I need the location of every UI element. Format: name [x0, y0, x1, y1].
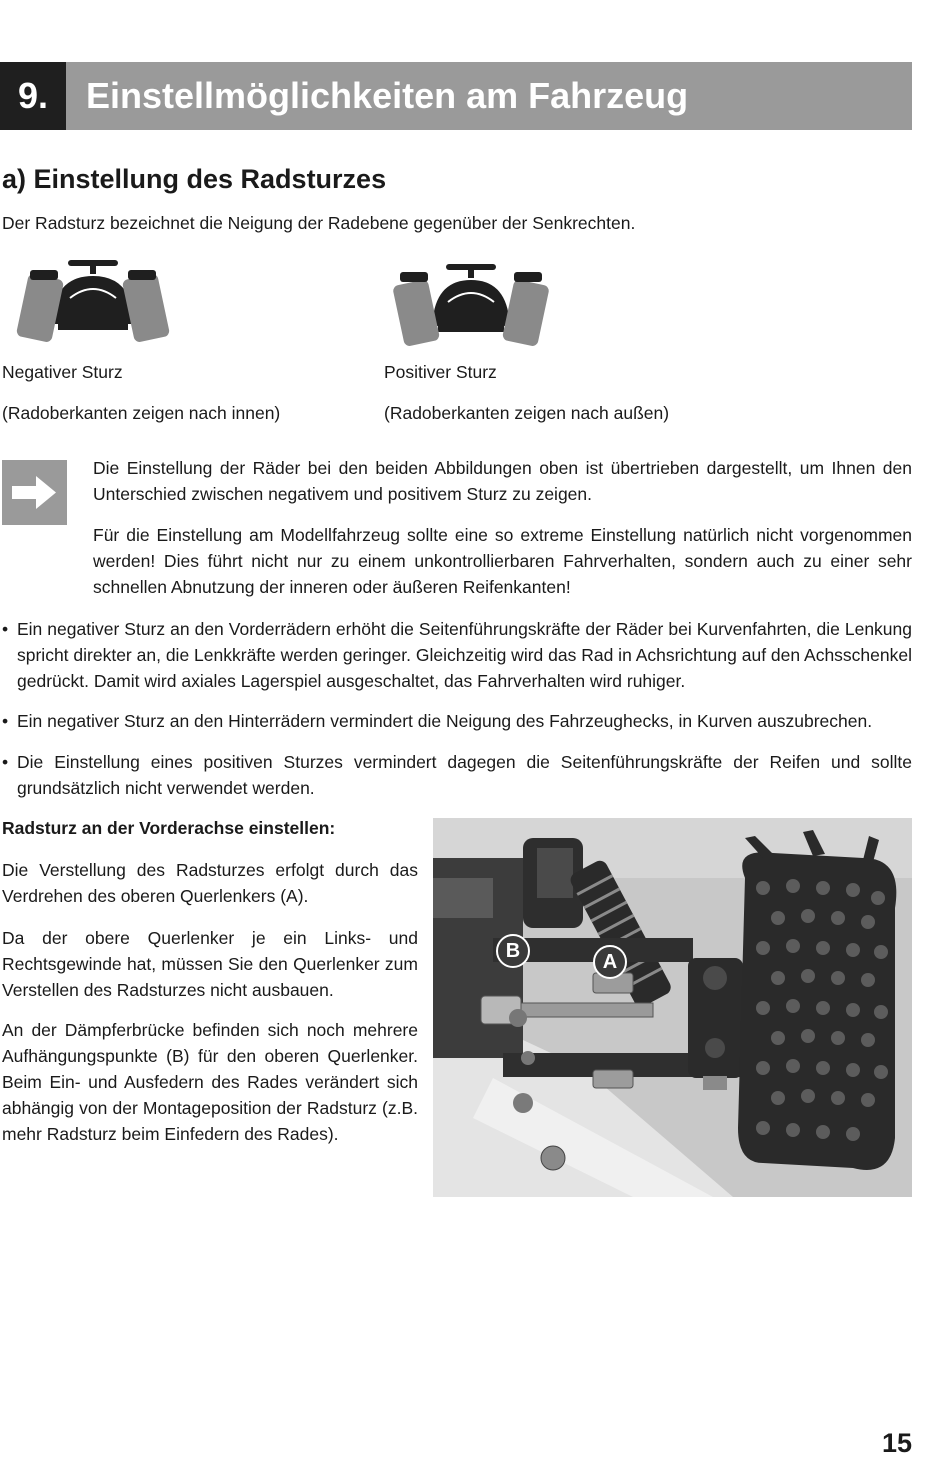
front-axle-paragraph-1: Die Verstellung des Radsturzes erfolgt durch das Verdrehen des oberen Querlenkers (A). [2, 860, 418, 906]
negative-camber-desc: (Radoberkanten zeigen nach innen) [2, 403, 281, 423]
negative-camber-label: Negativer Sturz [2, 362, 123, 382]
bullet-marker: • [2, 711, 9, 731]
positive-camber-desc: (Radoberkanten zeigen nach außen) [384, 403, 670, 423]
section-intro: Der Radsturz bezeichnet die Neigung der Radebene gegenüber der Senkrechten. [2, 213, 636, 233]
note-paragraph-1: Die Einstellung der Räder bei den beiden Abbildungen oben ist übertrieben dargestellt, um Ihnen den Unterschied zwischen negativem und positivem Sturz zu zeigen. [93, 458, 912, 504]
front-axle-heading: Radsturz an der Vorderachse einstellen: [2, 818, 336, 838]
bullet-marker: • [2, 752, 9, 772]
marker-a: A [593, 945, 627, 979]
list-item [2, 708, 912, 734]
list-item [2, 616, 912, 694]
list-item [2, 749, 912, 801]
bullet-marker: • [2, 619, 9, 639]
note-paragraph-2: Für die Einstellung am Modellfahrzeug sollte eine so extreme Einstellung natürlich nicht vorgenommen werden! Dies führt nicht nur zu einem unkontrollierbaren Fahrverhalten, sondern auch zu einer sehr schnellen Abnutzung der inneren oder äußeren Reifenkanten! [93, 525, 912, 597]
chapter-number: 9. [0, 62, 66, 130]
list-item-text: Ein negativer Sturz an den Hinterrädern vermindert die Neigung des Fahrzeughecks, in Kurven auszubrechen. [17, 711, 873, 731]
suspension-photo [433, 818, 912, 1197]
page-number: 15 [881, 1428, 912, 1458]
list-item-text: Ein negativer Sturz an den Vorderrädern erhöht die Seitenführungskräfte der Räder bei Kurvenfahrten, die Lenkung spricht direkter an, die Lenkkräfte werden geringer. Gleichzeitig wird das Rad in Achsrichtung auf den Achsschenkel gedrückt. Damit wird axiales Lagerspiel ausgeschaltet, das Fahrverhalten wird ruhiger. [17, 619, 912, 691]
list-item-text: Die Einstellung eines positiven Sturzes vermindert dagegen die Seitenführungskräfte der Reifen und sollte grundsätzlich nicht verwendet werden. [17, 752, 912, 798]
marker-b: B [496, 934, 530, 968]
chapter-title: Einstellmöglichkeiten am Fahrzeug [86, 75, 689, 116]
front-axle-paragraph-3: An der Dämpferbrücke befinden sich noch mehrere Aufhängungspunkte (B) für den oberen Querlenker. Beim Ein- und Ausfedern des Rades verändert sich abhängig von der Montageposition der Radsturz (z.B. mehr Radsturz beim Einfedern des Rades). [2, 1020, 418, 1144]
chapter-header [0, 62, 912, 130]
section-title: a) Einstellung des Radsturzes [2, 164, 387, 194]
front-axle-paragraph-2: Da der obere Querlenker je ein Links- und Rechtsgewinde hat, müssen Sie den Querlenker zum Verstellen des Radsturzes nicht ausbauen. [2, 928, 418, 1000]
negative-camber-illustration [8, 258, 173, 343]
arrow-right-icon [2, 460, 67, 525]
positive-camber-illustration [388, 262, 553, 347]
positive-camber-label: Positiver Sturz [384, 362, 497, 382]
